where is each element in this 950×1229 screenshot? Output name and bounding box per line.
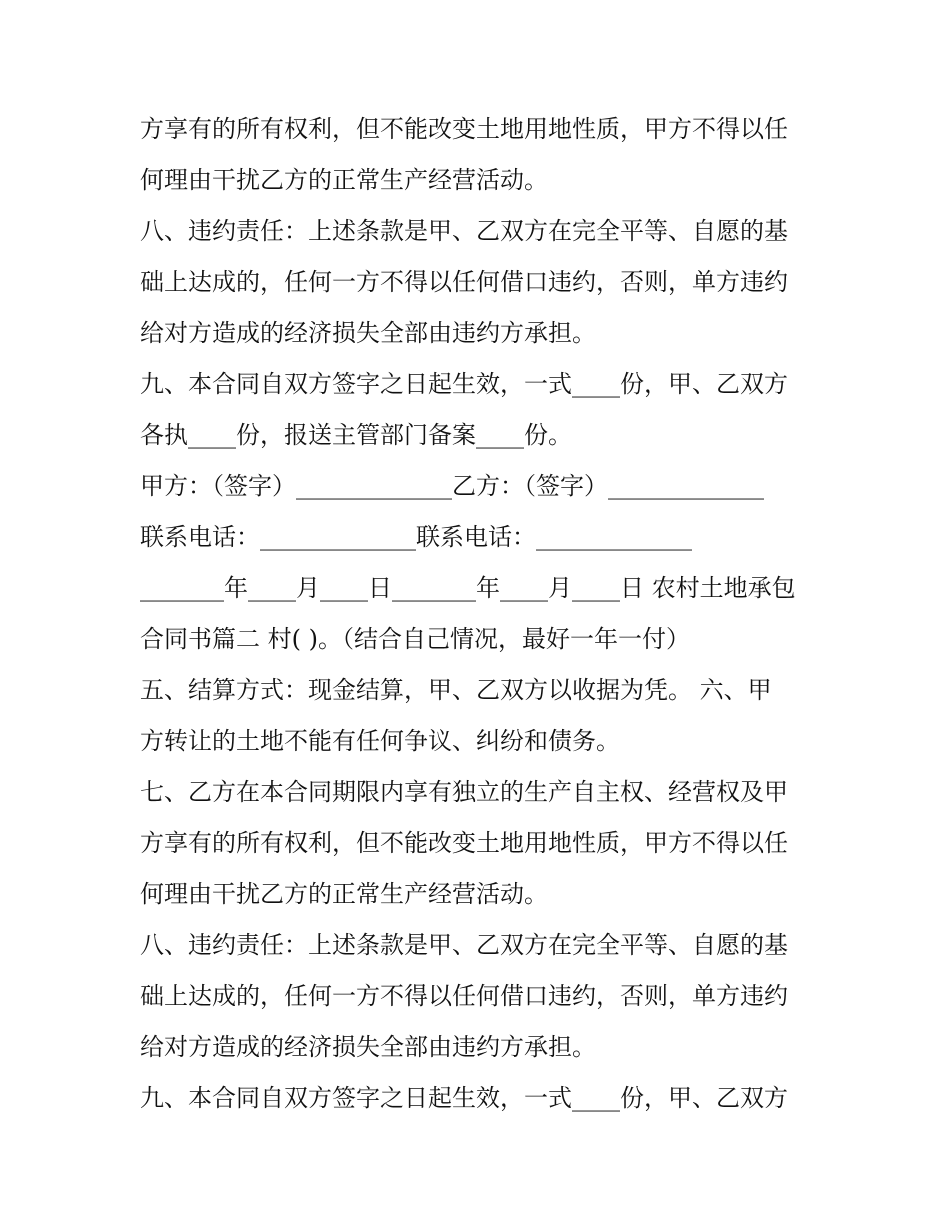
signature-line: 甲方：（签字）_____________乙方：（签字）_____________ xyxy=(140,472,764,500)
phone-line: 联系电话：_____________联系电话：_____________ xyxy=(140,523,692,551)
text-line: 何理由干扰乙方的正常生产经营活动。 xyxy=(140,166,548,194)
text-line: 方享有的所有权利，但不能改变土地用地性质，甲方不得以任 xyxy=(140,115,788,143)
text-line: 各执____份，报送主管部门备案____份。 xyxy=(140,421,572,449)
document-body xyxy=(140,104,830,1124)
text-line: 七、乙方在本合同期限内享有独立的生产自主权、经营权及甲 xyxy=(140,778,788,806)
text-line: 给对方造成的经济损失全部由违约方承担。 xyxy=(140,1033,596,1061)
text-line: 何理由干扰乙方的正常生产经营活动。 xyxy=(140,880,548,908)
text-line: 方转让的土地不能有任何争议、纠纷和债务。 xyxy=(140,727,620,755)
text-line: 九、本合同自双方签字之日起生效，一式____份，甲、乙双方 xyxy=(140,370,788,398)
text-line: 方享有的所有权利，但不能改变土地用地性质，甲方不得以任 xyxy=(140,829,788,857)
text-line: 给对方造成的经济损失全部由违约方承担。 xyxy=(140,319,596,347)
text-line: 九、本合同自双方签字之日起生效，一式____份，甲、乙双方 xyxy=(140,1084,788,1112)
text-line: 五、结算方式：现金结算，甲、乙双方以收据为凭。 六、甲 xyxy=(140,676,772,704)
text-line: 八、违约责任：上述条款是甲、乙双方在完全平等、自愿的基 xyxy=(140,931,788,959)
text-line: 八、违约责任：上述条款是甲、乙双方在完全平等、自愿的基 xyxy=(140,217,788,245)
text-line: 础上达成的，任何一方不得以任何借口违约，否则，单方违约 xyxy=(140,268,788,296)
text-line: 合同书篇二 村( )。（结合自己情况，最好一年一付） xyxy=(140,625,690,653)
date-line: _______年____月____日_______年____月____日 农村土地承包 xyxy=(140,574,796,602)
text-line: 础上达成的，任何一方不得以任何借口违约，否则，单方违约 xyxy=(140,982,788,1010)
